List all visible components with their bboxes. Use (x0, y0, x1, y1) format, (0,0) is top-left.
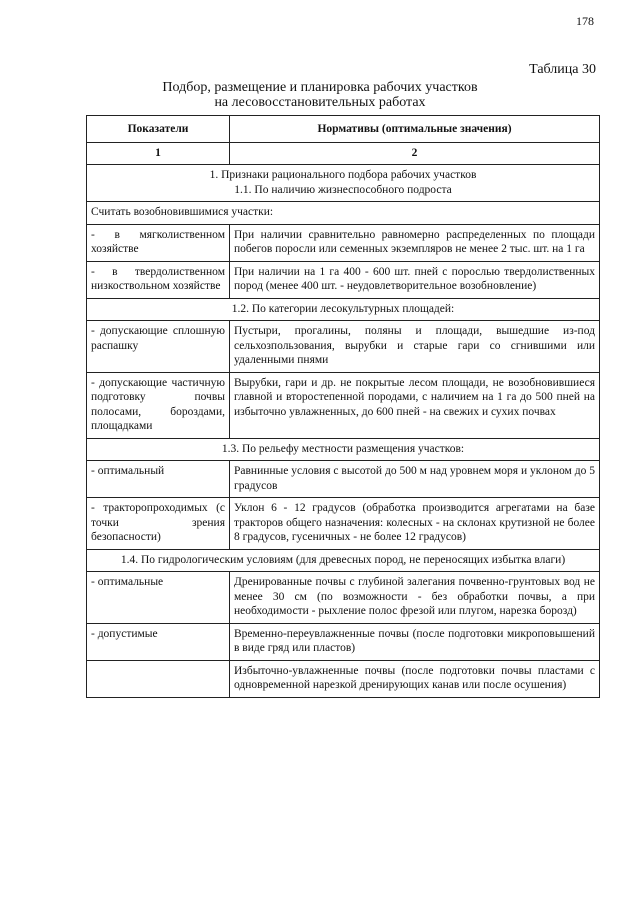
indicator-cell: - в мягколиственном хозяйстве (87, 224, 230, 261)
norm-cell: При наличии сравнительно равномерно распределенных по площади побегов поросли или семенных экземпляров не менее 2 тыс. шт. на 1 га (230, 224, 600, 261)
indicator-cell: - тракторопроходимых (с точки зрения безопасности) (87, 498, 230, 550)
table-row (87, 660, 600, 697)
table-row (87, 224, 600, 261)
section-heading (87, 165, 600, 202)
subsection-title: 1.1. По наличию жизнеспособного подроста (234, 183, 452, 196)
table-title (0, 80, 640, 110)
header-row (87, 116, 600, 143)
norm-cell: Пустыри, прогалины, поляны и площади, вышедшие из-под сельхозпользования, вырубки и старые гари со сгнившими или удаленными пнями (230, 321, 600, 373)
indicator-cell: - допустимые (87, 623, 230, 660)
table-row (87, 372, 600, 438)
indicator-cell (87, 660, 230, 697)
table-row (87, 572, 600, 624)
norm-cell: Дренированные почвы с глубиной залегания почвенно-грунтовых вод не менее 30 см (по возможности - без обработки почвы, а при необходимости - рыхление полос фрезой или плугом, нарезка борозд) (230, 572, 600, 624)
table-row (87, 498, 600, 550)
norm-cell: Временно-переувлажненные почвы (после подготовки микроповышений в виде гряд или пластов) (230, 623, 600, 660)
table-row (87, 321, 600, 373)
table-row (87, 623, 600, 660)
subsection-title: 1.4. По гидрологическим условиям (для древесных пород, не переносящих избытка влаги) (87, 549, 600, 572)
table-title-line-2: на лесовосстановительных работах (214, 95, 426, 110)
table-row (87, 261, 600, 298)
indicator-cell: - допускающие сплошную распашку (87, 321, 230, 373)
norm-cell: При наличии на 1 га 400 - 600 шт. пней с порослью твердолиственных пород (менее 400 шт. - неудовлетворительное возобновление) (230, 261, 600, 298)
norm-cell: Уклон 6 - 12 градусов (обработка производится агрегатами на базе тракторов общего назначения: колесных - на склонах крутизной не более 8 градусов, гусеничных - не более 12 градусов) (230, 498, 600, 550)
indicator-cell: - в твердолиственном низкоствольном хозяйстве (87, 261, 230, 298)
table-number-label: Таблица 30 (529, 62, 596, 77)
page-number: 178 (576, 14, 594, 28)
column-number-2: 2 (230, 142, 600, 165)
section-title: 1. Признаки рационального подбора рабочих участков (209, 169, 477, 181)
table-title-line-1: Подбор, размещение и планировка рабочих участков (162, 80, 478, 95)
norm-cell: Равнинные условия с высотой до 500 м над уровнем моря и уклоном до 5 градусов (230, 461, 600, 498)
section-row (87, 298, 600, 321)
column-number-row (87, 142, 600, 165)
intro-text: Считать возобновившимися участки: (87, 202, 600, 225)
indicator-cell: - оптимальные (87, 572, 230, 624)
intro-row (87, 202, 600, 225)
norms-table (86, 115, 600, 698)
column-number-1: 1 (87, 142, 230, 165)
subsection-title: 1.3. По рельефу местности размещения участков: (87, 438, 600, 461)
norm-cell: Избыточно-увлажненные почвы (после подготовки почвы пластами с одновременной нарезкой дренирующих канав или после осушения) (230, 660, 600, 697)
section-row (87, 438, 600, 461)
section-row (87, 549, 600, 572)
norm-cell: Вырубки, гари и др. не покрытые лесом площади, не возобновившиеся главной и второстепенной породами, с наличием на 1 га до 500 пней на избыточно увлажненных, до 600 пней - на свежих и сухих почвах (230, 372, 600, 438)
section-row (87, 165, 600, 202)
table-row (87, 461, 600, 498)
subsection-title: 1.2. По категории лесокультурных площадей: (87, 298, 600, 321)
header-norms: Нормативы (оптимальные значения) (230, 116, 600, 143)
header-indicators: Показатели (87, 116, 230, 143)
indicator-cell: - допускающие частичную подготовку почвы полосами, бороздами, площадками (87, 372, 230, 438)
indicator-cell: - оптимальный (87, 461, 230, 498)
